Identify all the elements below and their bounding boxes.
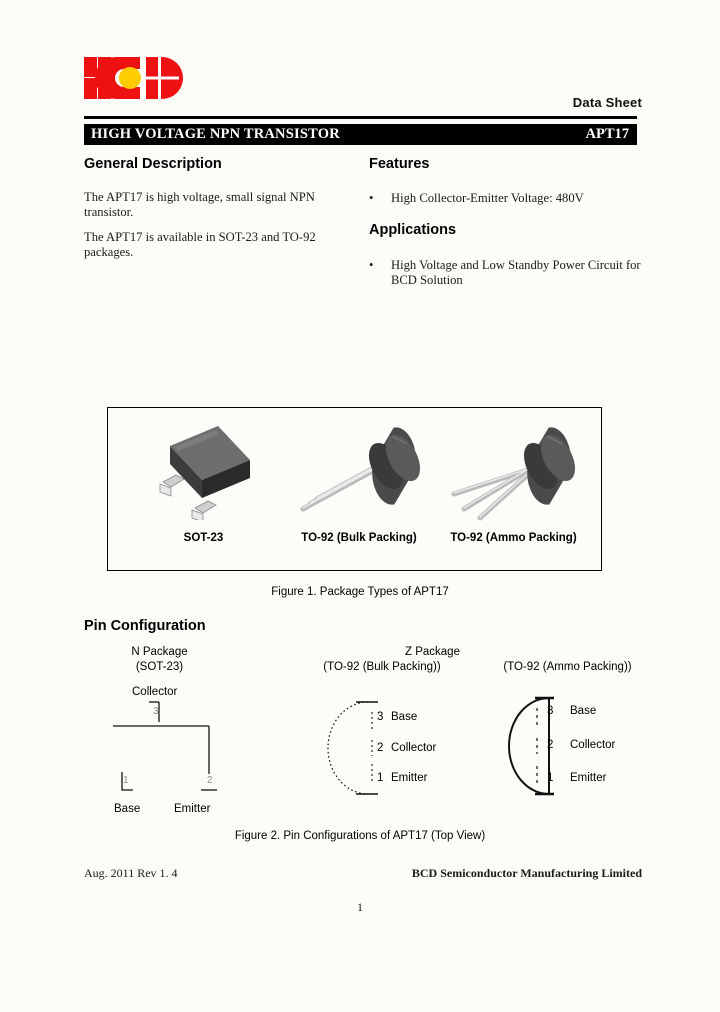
datasheet-label: Data Sheet xyxy=(572,95,642,110)
n-package-base-label: Base xyxy=(114,803,141,815)
z-package-bulk-pin-number-2: 2 xyxy=(377,742,384,754)
z-package-ammo-pin-name-3: Base xyxy=(570,705,597,717)
bcd-logo xyxy=(84,57,184,101)
z-package-bulk-outline xyxy=(316,698,386,798)
z-package-bulk-pin-name-1: Emitter xyxy=(391,772,428,784)
footer-revision: Aug. 2011 Rev 1. 4 xyxy=(84,866,178,880)
n-package-emitter-label: Emitter xyxy=(174,803,211,815)
header-divider xyxy=(84,116,637,119)
z-package-ammo-pin-number-3: 3 xyxy=(547,705,554,717)
to92-ammo-package-image xyxy=(446,414,581,524)
z-package-title: Z Package xyxy=(405,646,460,658)
package-label-sot23: SOT-23 xyxy=(183,532,224,544)
z-package-ammo-pin-name-1: Emitter xyxy=(570,772,607,784)
bullet-icon: • xyxy=(369,191,374,205)
z-package-bulk-pin-name-2: Collector xyxy=(391,742,437,754)
z-package-ammo-line: (TO-92 (Ammo Packing)) xyxy=(503,661,632,673)
general-description-paragraph-2: The APT17 is available in SOT-23 and TO-92 packages. xyxy=(84,230,316,259)
z-package-bulk-line: (TO-92 (Bulk Packing)) xyxy=(323,661,441,673)
features-item xyxy=(369,191,637,206)
n-package-pin-number-emitter: 2 xyxy=(207,775,213,786)
sot23-package-image xyxy=(146,420,261,520)
pin-configuration-heading: Pin Configuration xyxy=(84,618,206,634)
applications-item xyxy=(369,258,641,288)
package-types-figure-box xyxy=(107,407,602,571)
n-package-pin-number-base: 1 xyxy=(123,775,129,786)
z-package-ammo-outline xyxy=(497,692,567,797)
bullet-icon: • xyxy=(369,258,374,272)
applications-item-text: High Voltage and Low Standby Power Circuit for BCD Solution xyxy=(391,258,641,287)
z-package-bulk-pin-name-3: Base xyxy=(391,711,418,723)
z-package-ammo-pin-name-2: Collector xyxy=(570,739,616,751)
applications-heading: Applications xyxy=(369,222,457,238)
n-package-title-line2: (SOT-23) xyxy=(135,661,184,673)
general-description-heading: General Description xyxy=(84,156,222,172)
page-number: 1 xyxy=(357,900,363,914)
figure1-caption: Figure 1. Package Types of APT17 xyxy=(271,586,449,598)
to92-bulk-package-image xyxy=(291,414,426,524)
z-package-ammo-pin-number-2: 2 xyxy=(547,739,554,751)
document-title: HIGH VOLTAGE NPN TRANSISTOR xyxy=(91,126,340,142)
n-package-title-line1: N Package xyxy=(131,646,188,658)
z-package-bulk-pin-number-1: 1 xyxy=(377,772,384,784)
n-package-collector-label: Collector xyxy=(132,686,178,698)
n-package-pin-number-collector: 3 xyxy=(153,706,159,717)
z-package-bulk-pin-number-3: 3 xyxy=(377,711,384,723)
z-package-ammo-pin-number-1: 1 xyxy=(547,772,554,784)
package-label-to92-bulk: TO-92 (Bulk Packing) xyxy=(301,532,417,544)
figure2-caption: Figure 2. Pin Configurations of APT17 (Top View) xyxy=(234,830,486,842)
footer-company: BCD Semiconductor Manufacturing Limited xyxy=(411,866,642,880)
part-number: APT17 xyxy=(585,126,629,142)
bcd-logo-icon xyxy=(84,57,184,101)
general-description-paragraph-1: The APT17 is high voltage, small signal NPN transistor. xyxy=(84,190,315,219)
features-item-text: High Collector-Emitter Voltage: 480V xyxy=(391,191,584,205)
package-label-to92-ammo: TO-92 (Ammo Packing) xyxy=(450,532,577,544)
features-heading: Features xyxy=(369,156,430,172)
title-banner xyxy=(84,124,637,145)
